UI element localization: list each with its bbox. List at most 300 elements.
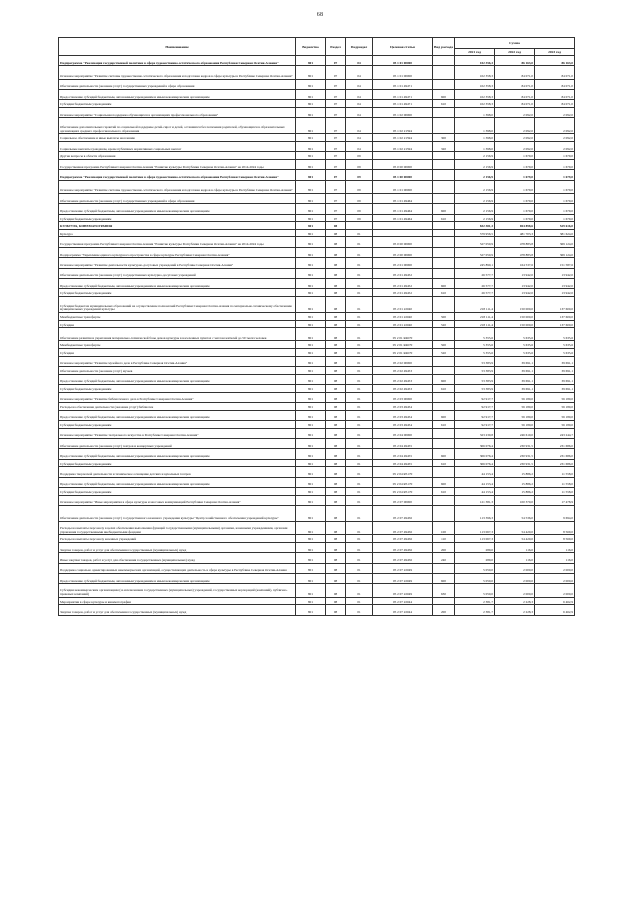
cell-expense-type xyxy=(433,366,455,374)
cell-section: 08 xyxy=(326,522,346,535)
cell-2021: 218 111,4 xyxy=(455,313,495,321)
cell-subsection: 01 xyxy=(346,279,373,289)
header-target: Целевая статья xyxy=(373,38,433,56)
header-name: Наименование xyxy=(59,38,296,56)
cell-2022: 54 420,0 xyxy=(495,522,535,535)
cell-name: Субсидии бюджетным учреждениям xyxy=(59,459,296,467)
cell-2021: 26 577,7 xyxy=(455,289,495,297)
cell-expense-type: 600 xyxy=(433,374,455,384)
cell-2022: 39 691,1 xyxy=(495,384,535,392)
cell-target: 05 1 01 49471 xyxy=(373,100,433,108)
table-row xyxy=(59,66,575,79)
cell-name: Субсидии бюджетам муниципальных образований на осуществление полномочий Республики Северная Осетия-Алания по материально-техническому обеспечению муниципальных учреждений культуры xyxy=(59,297,296,313)
cell-2023: 151 587,6 xyxy=(535,258,575,268)
cell-subsection: 04 xyxy=(346,100,373,108)
cell-target: 05 2 04 R5170 xyxy=(373,488,433,496)
cell-2023: 13 942,0 xyxy=(535,268,575,278)
cell-section: 08 xyxy=(326,605,346,615)
cell-ministry: 801 xyxy=(296,449,326,459)
cell-2023: 84 071,0 xyxy=(535,66,575,79)
cell-ministry: 801 xyxy=(296,410,326,420)
table-row xyxy=(59,268,575,278)
cell-2023: 86 163,0 xyxy=(535,56,575,66)
cell-2022: 13 942,0 xyxy=(495,289,535,297)
cell-name: Субсидии бюджетным учреждениям xyxy=(59,420,296,428)
cell-subsection: 01 xyxy=(346,313,373,321)
cell-target: 05 2 03 49454 xyxy=(373,402,433,410)
cell-2022: 100 370,0 xyxy=(495,495,535,505)
cell-name: Обеспечение деятельности (оказание услуг) театров и концертных учреждений xyxy=(59,438,296,448)
cell-ministry: 801 xyxy=(296,193,326,203)
cell-section: 08 xyxy=(326,597,346,605)
cell-subsection: 01 xyxy=(346,328,373,341)
cell-expense-type xyxy=(433,180,455,193)
cell-section: 08 xyxy=(326,247,346,257)
cell-expense-type xyxy=(433,237,455,247)
cell-ministry: 801 xyxy=(296,553,326,563)
table-row xyxy=(59,348,575,356)
cell-expense-type: 520 xyxy=(433,348,455,356)
cell-expense-type xyxy=(433,258,455,268)
cell-section: 08 xyxy=(326,535,346,543)
cell-ministry: 801 xyxy=(296,597,326,605)
cell-2022: 150 000,0 xyxy=(495,297,535,313)
cell-expense-type xyxy=(433,56,455,66)
cell-2022: 150 000,0 xyxy=(495,313,535,321)
cell-expense-type xyxy=(433,297,455,313)
cell-expense-type: 600 xyxy=(433,573,455,583)
cell-2021: 289,0 xyxy=(455,553,495,563)
cell-ministry: 801 xyxy=(296,152,326,160)
cell-2022: 694 898,6 xyxy=(495,222,535,230)
cell-name: Закупка товаров, работ и услуг для обеспечения государственных (муниципальных) нужд xyxy=(59,605,296,615)
cell-name: Другие вопросы в области образования xyxy=(59,152,296,160)
cell-section: 07 xyxy=(326,141,346,151)
cell-2023: 56 180,0 xyxy=(535,410,575,420)
cell-ministry: 801 xyxy=(296,459,326,467)
cell-2021: 92 917,7 xyxy=(455,392,495,402)
cell-subsection: 09 xyxy=(346,170,373,180)
cell-expense-type: 240 xyxy=(433,553,455,563)
cell-2021: 5 355,6 xyxy=(455,348,495,356)
cell-expense-type xyxy=(433,392,455,402)
cell-ministry: 801 xyxy=(296,313,326,321)
table-row xyxy=(59,366,575,374)
cell-name: Подпрограмма "Реализация государственной политики в сфере художественно-эстетического образования Республики Северная Осетия-Алания" xyxy=(59,170,296,180)
cell-name: Иные закупки товаров, работ и услуг для обеспечения государственных (муниципальных) нужд xyxy=(59,553,296,563)
cell-2021: 2 156,9 xyxy=(455,214,495,222)
cell-2023: 381 624,0 xyxy=(535,229,575,237)
cell-2021: 53 383,9 xyxy=(455,356,495,366)
cell-2023: 1 679,0 xyxy=(535,180,575,193)
cell-section: 08 xyxy=(326,341,346,349)
cell-2023: 2 000,0 xyxy=(535,573,575,583)
cell-name: Основное мероприятие "Социальная поддержка обучающихся в организациях профессионального образования" xyxy=(59,107,296,117)
cell-subsection: 01 xyxy=(346,247,373,257)
cell-subsection: 01 xyxy=(346,392,373,402)
cell-2021: 102 358,3 xyxy=(455,79,495,89)
cell-2022: 84 071,0 xyxy=(495,79,535,89)
cell-ministry: 801 xyxy=(296,118,326,134)
cell-name: Предоставление субсидий бюджетным, автономным учреждениям и иным некоммерческим организациям xyxy=(59,410,296,420)
cell-ministry: 801 xyxy=(296,605,326,615)
cell-subsection: 01 xyxy=(346,584,373,597)
cell-2021: 53 383,9 xyxy=(455,374,495,384)
table-row xyxy=(59,428,575,438)
table-body xyxy=(59,56,575,616)
cell-2023: 56 180,0 xyxy=(535,402,575,410)
cell-section: 08 xyxy=(326,297,346,313)
cell-section: 07 xyxy=(326,56,346,66)
table-row xyxy=(59,279,575,289)
cell-subsection: 01 xyxy=(346,522,373,535)
table-row xyxy=(59,118,575,134)
cell-2023: 231 686,0 xyxy=(535,449,575,459)
cell-subsection: 01 xyxy=(346,573,373,583)
cell-2023: 13 942,0 xyxy=(535,279,575,289)
cell-ministry: 801 xyxy=(296,495,326,505)
cell-2021: 44 153,4 xyxy=(455,488,495,496)
cell-ministry: 801 xyxy=(296,237,326,247)
cell-target: 05 2 01 49452 xyxy=(373,289,433,297)
cell-name: Субсидии xyxy=(59,348,296,356)
cell-ministry: 801 xyxy=(296,289,326,297)
cell-2022: 230 931,5 xyxy=(495,449,535,459)
cell-ministry: 801 xyxy=(296,79,326,89)
cell-expense-type xyxy=(433,495,455,505)
cell-section: 08 xyxy=(326,449,346,459)
cell-2021: 102 358,3 xyxy=(455,66,495,79)
cell-2021: 113 067,3 xyxy=(455,535,495,543)
cell-target: 05 2 03 49454 xyxy=(373,420,433,428)
cell-2022: 481 703,3 xyxy=(495,229,535,237)
cell-2021: 2 156,9 xyxy=(455,204,495,214)
cell-target: 05 2 07 22044 xyxy=(373,605,433,615)
cell-name: Закупка товаров, работ и услуг для обеспечения государственных (муниципальных) нужд xyxy=(59,542,296,552)
cell-2021: 832 381,3 xyxy=(455,222,495,230)
cell-section: 07 xyxy=(326,118,346,134)
cell-section: 08 xyxy=(326,563,346,573)
cell-2023: 56 180,0 xyxy=(535,392,575,402)
cell-2021: 113 396,3 xyxy=(455,506,495,522)
cell-subsection: 04 xyxy=(346,56,373,66)
cell-ministry: 801 xyxy=(296,268,326,278)
cell-subsection: 01 xyxy=(346,459,373,467)
table-row xyxy=(59,535,575,543)
cell-section: 08 xyxy=(326,374,346,384)
cell-expense-type: 610 xyxy=(433,214,455,222)
cell-2022: 2 092,0 xyxy=(495,134,535,142)
cell-subsection: 01 xyxy=(346,477,373,487)
cell-2023: 2 000,0 xyxy=(535,584,575,597)
cell-section: 08 xyxy=(326,258,346,268)
cell-2021: 26 577,7 xyxy=(455,268,495,278)
cell-section: 08 xyxy=(326,222,346,230)
cell-ministry: 801 xyxy=(296,522,326,535)
cell-2022: 15 886,2 xyxy=(495,477,535,487)
cell-2022: 1 679,0 xyxy=(495,214,535,222)
cell-subsection: 09 xyxy=(346,204,373,214)
cell-name: Субсидии бюджетным учреждениям xyxy=(59,289,296,297)
cell-2021: 2 381,7 xyxy=(455,605,495,615)
cell-ministry: 801 xyxy=(296,542,326,552)
cell-section: 07 xyxy=(326,204,346,214)
cell-2022: 1 679,0 xyxy=(495,180,535,193)
cell-section: 08 xyxy=(326,553,346,563)
table-row xyxy=(59,522,575,535)
cell-2022: 86 163,0 xyxy=(495,56,535,66)
cell-name: Обеспечение деятельности (оказание услуг) государственных учреждений в сфере образования xyxy=(59,193,296,203)
cell-target: 05 1 00 00000 xyxy=(373,170,433,180)
cell-section: 08 xyxy=(326,279,346,289)
cell-ministry: 801 xyxy=(296,100,326,108)
cell-2022: 1 679,0 xyxy=(495,193,535,203)
table-row xyxy=(59,180,575,193)
cell-target: 05 1 01 00000 xyxy=(373,66,433,79)
cell-subsection: 01 xyxy=(346,449,373,459)
table-row xyxy=(59,237,575,247)
cell-ministry: 801 xyxy=(296,384,326,392)
cell-target: 05 2 01 22040 xyxy=(373,313,433,321)
cell-subsection: 09 xyxy=(346,180,373,193)
cell-2023: 11 558,0 xyxy=(535,467,575,477)
cell-target: 05 1 01 49471 xyxy=(373,79,433,89)
cell-subsection xyxy=(346,222,373,230)
cell-subsection: 04 xyxy=(346,107,373,117)
cell-2023: 84 071,0 xyxy=(535,89,575,99)
cell-2023: 1 679,0 xyxy=(535,159,575,169)
cell-target: 05 2 07 22044 xyxy=(373,597,433,605)
cell-section: 08 xyxy=(326,313,346,321)
cell-expense-type xyxy=(433,159,455,169)
table-row xyxy=(59,410,575,420)
header-ministry: Ведомство xyxy=(296,38,326,56)
cell-name: Обеспечение деятельности (оказание услуг) государственных учреждений в сфере образования xyxy=(59,79,296,89)
cell-2023: 137 600,0 xyxy=(535,313,575,321)
cell-subsection: 04 xyxy=(346,79,373,89)
cell-expense-type: 500 xyxy=(433,313,455,321)
cell-section: 08 xyxy=(326,348,346,356)
table-row xyxy=(59,341,575,349)
cell-target: 05 2 07 49456 xyxy=(373,553,433,563)
cell-name: Обеспечение деятельности (оказание услуг) музеев xyxy=(59,366,296,374)
cell-target: 05 2 01 49452 xyxy=(373,268,433,278)
cell-target: 05 1 02 21594 xyxy=(373,141,433,151)
cell-target: 05 2 07 49456 xyxy=(373,506,433,522)
cell-section: 08 xyxy=(326,488,346,496)
cell-expense-type: 520 xyxy=(433,320,455,328)
cell-expense-type xyxy=(433,247,455,257)
table-row xyxy=(59,313,575,321)
cell-section: 08 xyxy=(326,584,346,597)
cell-2021: 5 050,0 xyxy=(455,584,495,597)
cell-section: 08 xyxy=(326,392,346,402)
cell-target: 05 2 04 00000 xyxy=(373,428,433,438)
cell-2022: 84 071,0 xyxy=(495,66,535,79)
cell-2021: 2 156,9 xyxy=(455,180,495,193)
cell-2022: 2 092,0 xyxy=(495,141,535,151)
cell-subsection: 04 xyxy=(346,141,373,151)
cell-2023: 6 462,9 xyxy=(535,597,575,605)
table-row xyxy=(59,328,575,341)
cell-2021: 102 356,3 xyxy=(455,56,495,66)
cell-2021: 53 383,9 xyxy=(455,384,495,392)
cell-subsection: 01 xyxy=(346,563,373,573)
cell-expense-type: 600 xyxy=(433,279,455,289)
cell-section: 08 xyxy=(326,328,346,341)
cell-2021: 323 230,8 xyxy=(455,428,495,438)
table-row xyxy=(59,584,575,597)
cell-2022: 230 931,5 xyxy=(495,459,535,467)
table-row xyxy=(59,159,575,169)
cell-section: 08 xyxy=(326,356,346,366)
cell-section: 07 xyxy=(326,214,346,222)
cell-name: Социальное обеспечение и иные выплаты населению xyxy=(59,134,296,142)
table-row xyxy=(59,542,575,552)
cell-section: 08 xyxy=(326,428,346,438)
cell-subsection: 09 xyxy=(346,152,373,160)
cell-target: 05 2 07 49456 xyxy=(373,522,433,535)
cell-expense-type xyxy=(433,66,455,79)
cell-section: 08 xyxy=(326,542,346,552)
cell-name: Расходы на обеспечение деятельности (оказание услуг) библиотек xyxy=(59,402,296,410)
cell-2021: 1 398,0 xyxy=(455,118,495,134)
cell-2022: 5 635,6 xyxy=(495,328,535,341)
cell-name: Государственная программа Республики Северная Осетия-Алания "Развитие культуры Республики Северная Осетия-Алания" на 2014-2024 годы xyxy=(59,159,296,169)
table-header-row xyxy=(59,38,575,49)
table-row xyxy=(59,79,575,89)
cell-subsection: 04 xyxy=(346,134,373,142)
cell-expense-type: 630 xyxy=(433,584,455,597)
cell-name: Расходы на выплаты персоналу казенных учреждений xyxy=(59,535,296,543)
cell-ministry: 801 xyxy=(296,204,326,214)
cell-2023: 2 000,0 xyxy=(535,563,575,573)
cell-expense-type xyxy=(433,107,455,117)
table-row xyxy=(59,488,575,496)
cell-ministry: 801 xyxy=(296,214,326,222)
cell-expense-type xyxy=(433,402,455,410)
cell-ministry: 801 xyxy=(296,159,326,169)
cell-target: 05 2 02 00000 xyxy=(373,356,433,366)
cell-expense-type xyxy=(433,356,455,366)
table-row xyxy=(59,605,575,615)
cell-2021: 527 050,9 xyxy=(455,247,495,257)
header-year-2023: 2023 год xyxy=(535,49,575,56)
cell-name: Обеспечение развития и укрепления материально-технической базы домов культуры в населенных пунктах с числом жителей до 50 тысяч человек xyxy=(59,328,296,341)
cell-expense-type xyxy=(433,79,455,89)
cell-target: 05 1 01 49471 xyxy=(373,89,433,99)
cell-2021: 113 067,3 xyxy=(455,522,495,535)
cell-2022: 39 691,1 xyxy=(495,374,535,384)
table-row xyxy=(59,495,575,505)
cell-name: Основное мероприятие "Развитие деятельности культурно-досуговых учреждений в Республике Северная Осетия-Алания" xyxy=(59,258,296,268)
cell-subsection: 01 xyxy=(346,348,373,356)
table-row xyxy=(59,320,575,328)
cell-section: 08 xyxy=(326,506,346,522)
cell-name: Основное мероприятие "Развитие системы художественно-эстетического образования и подготовка кадров в сфере культуры в Республике Северная Осетия-Алания" xyxy=(59,66,296,79)
cell-subsection: 01 xyxy=(346,597,373,605)
cell-expense-type xyxy=(433,506,455,522)
cell-target: 05 1 01 00000 xyxy=(373,56,433,66)
cell-2023: 39 691,1 xyxy=(535,366,575,374)
cell-ministry: 801 xyxy=(296,320,326,328)
cell-2023: 11 558,0 xyxy=(535,477,575,487)
cell-2021: 1 398,0 xyxy=(455,141,495,151)
cell-expense-type xyxy=(433,118,455,134)
cell-subsection: 04 xyxy=(346,89,373,99)
cell-subsection: 04 xyxy=(346,66,373,79)
cell-name: Подпрограмма "Реализация государственной политики в сфере художественно-эстетического образования Республики Северная Осетия-Алания" xyxy=(59,56,296,66)
cell-ministry: 801 xyxy=(296,56,326,66)
cell-2022: 15 886,2 xyxy=(495,467,535,477)
cell-target: 05 2 01 49452 xyxy=(373,279,433,289)
table-row xyxy=(59,229,575,237)
cell-name: Субсидии бюджетным учреждениям xyxy=(59,384,296,392)
cell-2022: 39 691,1 xyxy=(495,366,535,374)
cell-section: 07 xyxy=(326,66,346,79)
cell-2023: 116,0 xyxy=(535,542,575,552)
cell-name: Обеспечение дополнительных гарантий по социальной поддержке детей-сирот и детей, оставшихся без попечения родителей, обучающихся в образовательных организациях среднего профессионального образования xyxy=(59,118,296,134)
cell-2021: 5 050,0 xyxy=(455,563,495,573)
cell-2021: 289,0 xyxy=(455,542,495,552)
cell-2022: 1 679,0 xyxy=(495,170,535,180)
table-row xyxy=(59,597,575,605)
table-row xyxy=(59,193,575,203)
cell-ministry: 801 xyxy=(296,428,326,438)
cell-2022: 230 931,5 xyxy=(495,438,535,448)
table-row xyxy=(59,384,575,392)
cell-subsection: 09 xyxy=(346,159,373,169)
cell-ministry: 801 xyxy=(296,366,326,374)
cell-2023: 9 694,0 xyxy=(535,506,575,522)
cell-target: 05 1 01 00000 xyxy=(373,180,433,193)
cell-name: Межбюджетные трансферты xyxy=(59,341,296,349)
table-row xyxy=(59,56,575,66)
cell-2022: 2 228,3 xyxy=(495,605,535,615)
cell-2023: 369 124,0 xyxy=(535,237,575,247)
cell-2021: 92 917,7 xyxy=(455,420,495,428)
cell-expense-type xyxy=(433,193,455,203)
cell-2021: 527 050,9 xyxy=(455,237,495,247)
cell-name: Предоставление субсидий бюджетным, автономным учреждениям и иным некоммерческим организациям xyxy=(59,279,296,289)
cell-target: 05 1 01 49464 xyxy=(373,214,433,222)
cell-subsection: 01 xyxy=(346,384,373,392)
cell-2021: 2 381,7 xyxy=(455,597,495,605)
cell-2022: 39 691,1 xyxy=(495,356,535,366)
cell-name: Культура xyxy=(59,229,296,237)
cell-ministry: 801 xyxy=(296,170,326,180)
cell-expense-type: 600 xyxy=(433,477,455,487)
cell-subsection: 01 xyxy=(346,410,373,420)
cell-expense-type xyxy=(433,428,455,438)
cell-2021: 218 111,4 xyxy=(455,297,495,313)
cell-expense-type: 100 xyxy=(433,522,455,535)
cell-expense-type: 200 xyxy=(433,605,455,615)
cell-2021: 5 355,6 xyxy=(455,341,495,349)
cell-ministry: 801 xyxy=(296,134,326,142)
cell-expense-type: 610 xyxy=(433,459,455,467)
cell-section: 08 xyxy=(326,495,346,505)
cell-2023: 2 092,0 xyxy=(535,134,575,142)
cell-2023: 1 679,0 xyxy=(535,214,575,222)
cell-name: КУЛЬТУРА, КИНЕМАТОГРАФИЯ xyxy=(59,222,296,230)
cell-section: 08 xyxy=(326,467,346,477)
cell-subsection: 01 xyxy=(346,268,373,278)
cell-section: 08 xyxy=(326,229,346,237)
cell-2023: 5 635,6 xyxy=(535,348,575,356)
cell-section: 08 xyxy=(326,402,346,410)
cell-2023: 1 679,0 xyxy=(535,204,575,214)
